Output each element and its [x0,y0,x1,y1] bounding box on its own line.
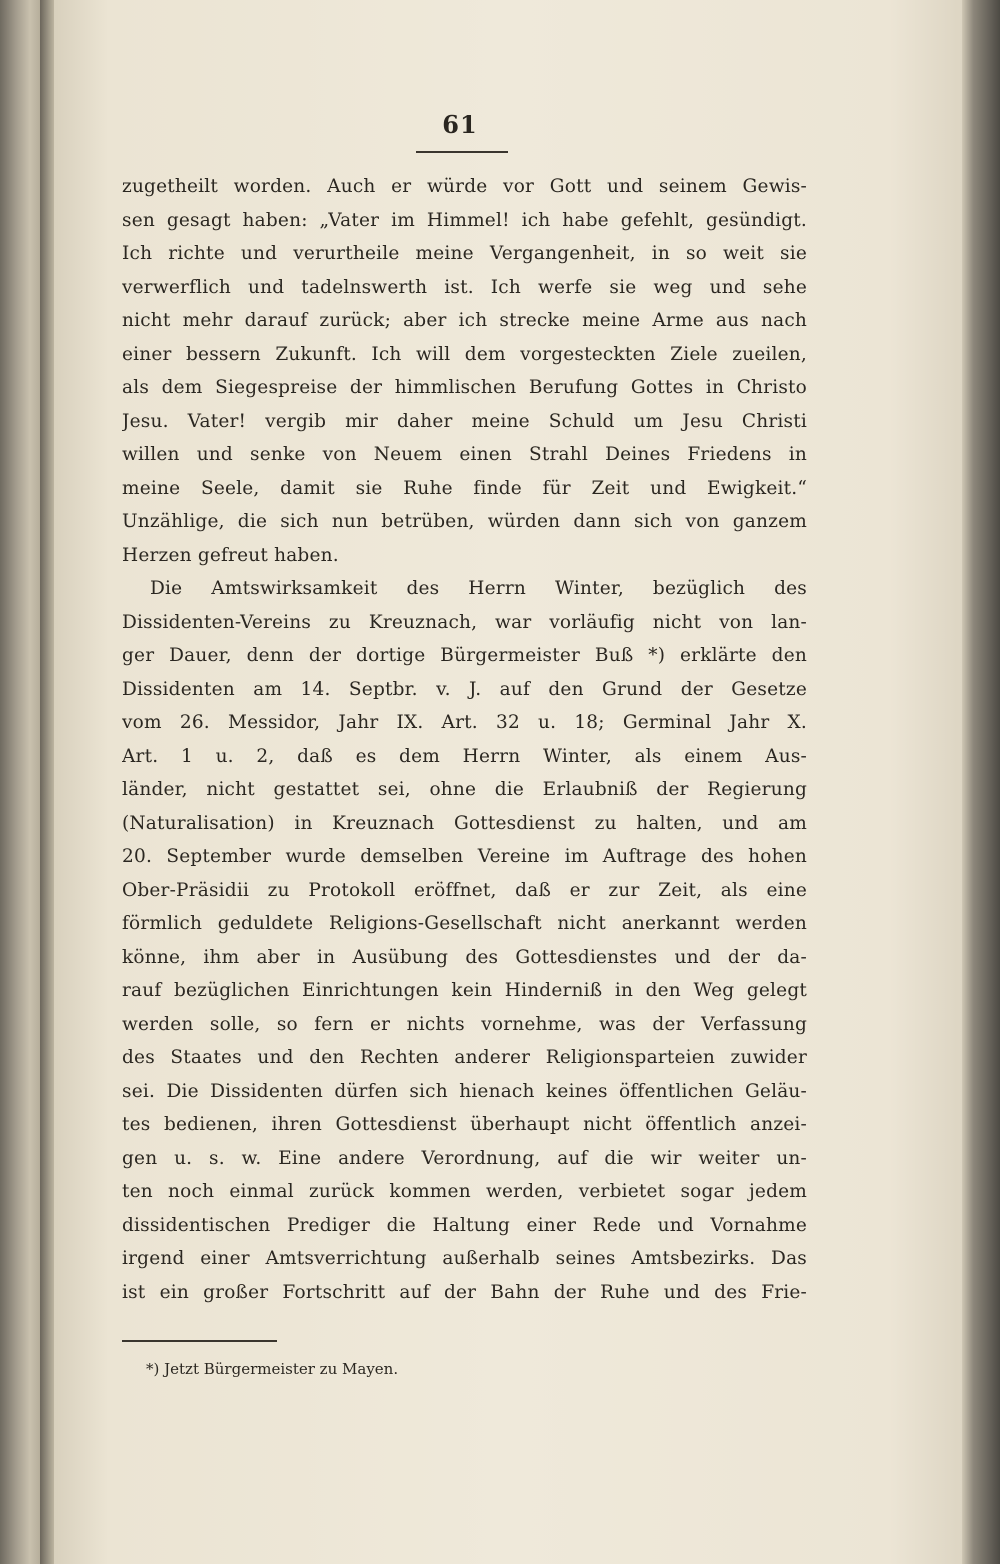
text-line: Herzen gefreut haben. [122,544,339,566]
text-line: könne, ihm aber in Ausübung des Gottesdienstes und der da- [122,946,807,968]
text-line: sen gesagt haben: „Vater im Himmel! ich habe gefehlt, gesündigt. [122,209,807,231]
text-line: verwerflich und tadelnswerth ist. Ich werfe sie weg und sehe [122,276,807,298]
text-line: Art. 1 u. 2, daß es dem Herrn Winter, als einem Aus- [122,745,807,767]
text-line: nicht mehr darauf zurück; aber ich strecke meine Arme aus nach [122,310,807,331]
text-line: tes bedienen, ihren Gottesdienst überhaupt nicht öffentlich anzei- [122,1114,807,1135]
text-line: Unzählige, die sich nun betrüben, würden dann sich von ganzem [122,511,807,532]
text-line: des Staates und den Rechten anderer Religionsparteien zuwider [122,1047,807,1068]
text-line: meine Seele, damit sie Ruhe finde für Zeit und Ewigkeit.“ [122,477,807,499]
text-line: als dem Siegespreise der himmlischen Berufung Gottes in Christo [122,377,807,398]
book-gutter [40,0,54,1564]
text-line: willen und senke von Neuem einen Strahl Deines Friedens in [122,444,807,465]
text-line: Ober-Präsidii zu Protokoll eröffnet, daß er zur Zeit, als eine [122,879,807,901]
footnote-rule [122,1340,277,1342]
text-line: ten noch einmal zurück kommen werden, verbietet sogar jedem [122,1181,807,1202]
text-line: zugetheilt worden. Auch er würde vor Gott und seinem Gewis- [122,176,807,197]
text-line: Dissidenten-Vereins zu Kreuznach, war vorläufig nicht von lan- [122,611,807,633]
text-line: (Naturalisation) in Kreuznach Gottesdienst zu halten, und am [122,812,807,834]
text-line: gen u. s. w. Eine andere Verordnung, auf die wir weiter un- [122,1147,807,1169]
text-line: ist ein großer Fortschritt auf der Bahn der Ruhe und des Frie- [122,1281,807,1303]
text-line: länder, nicht gestattet sei, ohne die Erlaubniß der Regierung [122,779,807,800]
text-line: rauf bezüglichen Einrichtungen kein Hinderniß in den Weg gelegt [122,980,807,1001]
text-line: irgend einer Amtsverrichtung außerhalb seines Amtsbezirks. Das [122,1248,807,1269]
body-text [122,170,807,1309]
text-line: ger Dauer, denn der dortige Bürgermeister Buß *) erklärte den [122,645,807,666]
text-line: einer bessern Zukunft. Ich will dem vorgesteckten Ziele zueilen, [122,343,807,365]
footnote: *) Jetzt Bürgermeister zu Mayen. [146,1360,399,1378]
text-line: Ich richte und verurtheile meine Vergangenheit, in so weit sie [122,243,807,264]
text-line: förmlich geduldete Religions-Gesellschaft nicht anerkannt werden [122,913,807,934]
text-line: Jesu. Vater! vergib mir daher meine Schuld um Jesu Christi [122,410,807,432]
text-line: vom 26. Messidor, Jahr IX. Art. 32 u. 18; Germinal Jahr X. [122,712,807,733]
header-rule [416,151,508,153]
right-page-edge [962,0,1000,1564]
text-line: Die Amtswirksamkeit des Herrn Winter, bezüglich des [150,578,807,599]
text-line: Dissidenten am 14. Septbr. v. J. auf den Grund der Gesetze [122,678,807,700]
left-page-edge [0,0,40,1564]
text-line: dissidentischen Prediger die Haltung einer Rede und Vornahme [122,1214,807,1236]
text-line: 20. September wurde demselben Vereine im Auftrage des hohen [122,846,807,867]
page-number: 61 [442,110,478,139]
text-line: werden solle, so fern er nichts vornehme, was der Verfassung [122,1013,807,1035]
text-line: sei. Die Dissidenten dürfen sich hienach keines öffentlichen Geläu- [122,1080,807,1102]
